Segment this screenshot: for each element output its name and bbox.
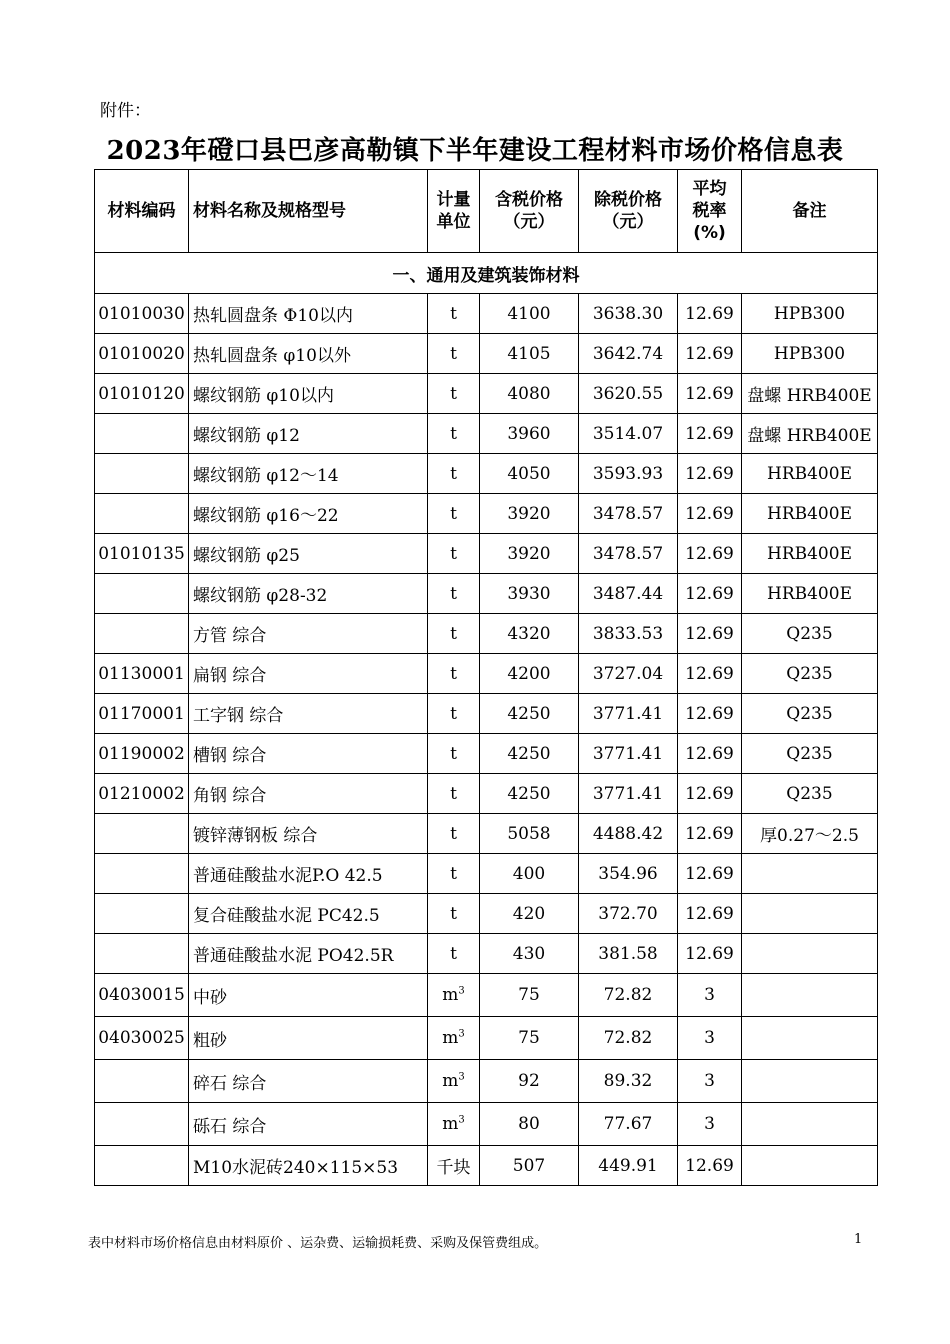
cell-rate: 12.69: [678, 854, 742, 894]
cell-tax-price: 3920: [480, 534, 579, 574]
cell-tax-price: 400: [480, 854, 579, 894]
header-note: 备注: [742, 170, 878, 253]
unit-text: t: [450, 383, 457, 404]
cell-rate: 12.69: [678, 934, 742, 974]
page-title: 2023年磴口县巴彦高勒镇下半年建设工程材料市场价格信息表: [106, 136, 844, 166]
cell-code: 04030015: [95, 974, 189, 1017]
cell-tax-price: 4200: [480, 654, 579, 694]
attachment-label: 附件：: [100, 101, 151, 121]
cell-unit: [428, 1146, 480, 1186]
table-row: [95, 694, 878, 734]
cell-name: 粗砂: [189, 1017, 428, 1060]
cell-name: 复合硅酸盐水泥 PC42.5: [189, 894, 428, 934]
cell-rate: 3: [678, 1017, 742, 1060]
cell-notax-price: 72.82: [579, 1017, 678, 1060]
cell-note: [742, 894, 878, 934]
cell-notax-price: 77.67: [579, 1103, 678, 1146]
table-row: [95, 894, 878, 934]
cell-notax-price: 3833.53: [579, 614, 678, 654]
cell-note: [742, 1017, 878, 1060]
cell-unit: [428, 654, 480, 694]
header-rate-line1: 平均: [692, 179, 727, 199]
cell-note: Q235: [742, 654, 878, 694]
cell-rate: 3: [678, 974, 742, 1017]
footer-note: 表中材料市场价格信息由材料原价 、运杂费、运输损耗费、采购及保管费组成。: [88, 1236, 548, 1251]
header-notax-price-line2: （元）: [602, 212, 654, 232]
cell-rate: 12.69: [678, 574, 742, 614]
cell-tax-price: 4250: [480, 694, 579, 734]
cell-name: 螺纹钢筋 φ12: [189, 414, 428, 454]
cell-note: Q235: [742, 734, 878, 774]
unit-text: t: [450, 743, 457, 764]
unit-text: t: [450, 903, 457, 924]
cell-name: 螺纹钢筋 φ16～22: [189, 494, 428, 534]
table-row: [95, 414, 878, 454]
unit-text: m: [442, 1028, 459, 1048]
cell-rate: 3: [678, 1103, 742, 1146]
cell-tax-price: 3960: [480, 414, 579, 454]
cell-code: 01010030: [95, 294, 189, 334]
cell-unit: [428, 414, 480, 454]
price-table: [94, 169, 878, 1186]
unit-text: t: [450, 943, 457, 964]
cell-name: 普通硅酸盐水泥P.O 42.5: [189, 854, 428, 894]
header-rate-line2: 税率: [692, 201, 727, 221]
unit-text: t: [450, 503, 457, 524]
unit-text: t: [450, 543, 457, 564]
cell-unit: [428, 1103, 480, 1146]
cell-notax-price: 3478.57: [579, 534, 678, 574]
cell-name: 螺纹钢筋 φ12～14: [189, 454, 428, 494]
cell-name: 碎石 综合: [189, 1060, 428, 1103]
cell-unit: [428, 1060, 480, 1103]
table-row: [95, 294, 878, 334]
cell-code: 01010120: [95, 374, 189, 414]
cell-tax-price: 430: [480, 934, 579, 974]
cell-notax-price: 3771.41: [579, 734, 678, 774]
cell-name: 方管 综合: [189, 614, 428, 654]
cell-note: HPB300: [742, 294, 878, 334]
cell-rate: 12.69: [678, 414, 742, 454]
cell-name: 热轧圆盘条 φ10以外: [189, 334, 428, 374]
cell-name: 槽钢 综合: [189, 734, 428, 774]
cell-name: 螺纹钢筋 φ25: [189, 534, 428, 574]
header-tax-price-line2: （元）: [503, 212, 555, 232]
cell-name: 扁钢 综合: [189, 654, 428, 694]
cell-unit: [428, 294, 480, 334]
cell-unit: [428, 734, 480, 774]
cell-name: 角钢 综合: [189, 774, 428, 814]
cell-name: 热轧圆盘条 Φ10以内: [189, 294, 428, 334]
unit-text: t: [450, 583, 457, 604]
cell-rate: 12.69: [678, 534, 742, 574]
table-row: [95, 1103, 878, 1146]
cell-name: 工字钢 综合: [189, 694, 428, 734]
cell-tax-price: 4250: [480, 734, 579, 774]
cell-unit: [428, 454, 480, 494]
cell-rate: 12.69: [678, 454, 742, 494]
unit-text: m: [442, 1071, 459, 1091]
cell-note: [742, 1060, 878, 1103]
cell-name: 砾石 综合: [189, 1103, 428, 1146]
cell-tax-price: 507: [480, 1146, 579, 1186]
cell-notax-price: 381.58: [579, 934, 678, 974]
cell-rate: 12.69: [678, 814, 742, 854]
unit-superscript: 3: [458, 985, 465, 997]
table-row: [95, 614, 878, 654]
header-name: 材料名称及规格型号: [189, 170, 428, 253]
cell-rate: 12.69: [678, 894, 742, 934]
unit-text: 千块: [436, 1158, 471, 1178]
cell-name: 中砂: [189, 974, 428, 1017]
cell-note: HRB400E: [742, 454, 878, 494]
cell-rate: 12.69: [678, 334, 742, 374]
cell-rate: 12.69: [678, 654, 742, 694]
cell-code: [95, 414, 189, 454]
cell-tax-price: 4320: [480, 614, 579, 654]
table-row: [95, 934, 878, 974]
cell-code: [95, 614, 189, 654]
cell-name: 镀锌薄钢板 综合: [189, 814, 428, 854]
cell-rate: 12.69: [678, 1146, 742, 1186]
cell-unit: [428, 334, 480, 374]
cell-tax-price: 4080: [480, 374, 579, 414]
cell-unit: [428, 534, 480, 574]
cell-notax-price: 449.91: [579, 1146, 678, 1186]
cell-code: [95, 494, 189, 534]
cell-note: [742, 1103, 878, 1146]
table-row: [95, 494, 878, 534]
header-notax-price-line1: 除税价格: [594, 190, 662, 210]
header-unit-line1: 计量: [436, 190, 471, 210]
cell-note: Q235: [742, 694, 878, 734]
cell-unit: [428, 1017, 480, 1060]
cell-code: [95, 1103, 189, 1146]
page-number: 1: [854, 1232, 863, 1247]
table-row: [95, 534, 878, 574]
cell-code: [95, 1146, 189, 1186]
cell-unit: [428, 694, 480, 734]
cell-tax-price: 420: [480, 894, 579, 934]
cell-note: HPB300: [742, 334, 878, 374]
cell-notax-price: 3727.04: [579, 654, 678, 694]
cell-code: [95, 574, 189, 614]
cell-tax-price: 3920: [480, 494, 579, 534]
cell-note: [742, 934, 878, 974]
table-row: [95, 814, 878, 854]
header-tax-price: [480, 170, 579, 253]
unit-text: t: [450, 303, 457, 324]
header-notax-price: [579, 170, 678, 253]
unit-superscript: 3: [458, 1114, 465, 1126]
cell-tax-price: 4100: [480, 294, 579, 334]
cell-note: [742, 974, 878, 1017]
cell-unit: [428, 894, 480, 934]
table-row: [95, 1146, 878, 1186]
cell-tax-price: 92: [480, 1060, 579, 1103]
table-row: [95, 654, 878, 694]
cell-unit: [428, 374, 480, 414]
cell-unit: [428, 814, 480, 854]
cell-code: 01010020: [95, 334, 189, 374]
unit-text: t: [450, 343, 457, 364]
cell-tax-price: 4105: [480, 334, 579, 374]
cell-rate: 12.69: [678, 614, 742, 654]
cell-rate: 12.69: [678, 494, 742, 534]
cell-code: 01130001: [95, 654, 189, 694]
cell-code: 01170001: [95, 694, 189, 734]
header-rate: [678, 170, 742, 253]
cell-notax-price: 3620.55: [579, 374, 678, 414]
cell-note: [742, 1146, 878, 1186]
cell-code: [95, 814, 189, 854]
cell-tax-price: 75: [480, 974, 579, 1017]
unit-text: t: [450, 463, 457, 484]
cell-unit: [428, 974, 480, 1017]
cell-notax-price: 3771.41: [579, 694, 678, 734]
cell-unit: [428, 574, 480, 614]
table-row: [95, 974, 878, 1017]
cell-note: 盘螺 HRB400E: [742, 414, 878, 454]
unit-text: t: [450, 663, 457, 684]
cell-unit: [428, 934, 480, 974]
cell-tax-price: 4050: [480, 454, 579, 494]
cell-notax-price: 3514.07: [579, 414, 678, 454]
cell-code: [95, 454, 189, 494]
unit-text: t: [450, 623, 457, 644]
table-row: [95, 574, 878, 614]
cell-rate: 3: [678, 1060, 742, 1103]
section-row: [95, 253, 878, 294]
cell-code: 01010135: [95, 534, 189, 574]
cell-notax-price: 354.96: [579, 854, 678, 894]
cell-tax-price: 3930: [480, 574, 579, 614]
cell-code: [95, 894, 189, 934]
cell-name: 普通硅酸盐水泥 PO42.5R: [189, 934, 428, 974]
unit-text: t: [450, 703, 457, 724]
table-row: [95, 1060, 878, 1103]
cell-unit: [428, 614, 480, 654]
section-title: 一、通用及建筑装饰材料: [95, 253, 878, 294]
cell-name: 螺纹钢筋 φ10以内: [189, 374, 428, 414]
cell-rate: 12.69: [678, 694, 742, 734]
table-header-row: [95, 170, 878, 253]
table-row: [95, 454, 878, 494]
cell-notax-price: 3642.74: [579, 334, 678, 374]
table-row: [95, 374, 878, 414]
cell-tax-price: 75: [480, 1017, 579, 1060]
cell-code: 04030025: [95, 1017, 189, 1060]
cell-notax-price: 3638.30: [579, 294, 678, 334]
cell-note: HRB400E: [742, 494, 878, 534]
cell-code: [95, 934, 189, 974]
cell-rate: 12.69: [678, 374, 742, 414]
table-row: [95, 854, 878, 894]
cell-notax-price: 372.70: [579, 894, 678, 934]
unit-text: t: [450, 863, 457, 884]
header-unit: [428, 170, 480, 253]
header-code: 材料编码: [95, 170, 189, 253]
cell-tax-price: 4250: [480, 774, 579, 814]
cell-code: 01190002: [95, 734, 189, 774]
cell-note: Q235: [742, 614, 878, 654]
cell-unit: [428, 854, 480, 894]
cell-note: HRB400E: [742, 574, 878, 614]
cell-rate: 12.69: [678, 774, 742, 814]
cell-unit: [428, 774, 480, 814]
cell-note: 盘螺 HRB400E: [742, 374, 878, 414]
cell-name: M10水泥砖240×115×53: [189, 1146, 428, 1186]
cell-note: 厚0.27～2.5: [742, 814, 878, 854]
unit-superscript: 3: [458, 1028, 465, 1040]
unit-text: t: [450, 783, 457, 804]
table-row: [95, 334, 878, 374]
header-rate-line3: (%): [693, 223, 726, 243]
cell-name: 螺纹钢筋 φ28-32: [189, 574, 428, 614]
cell-notax-price: 3478.57: [579, 494, 678, 534]
header-unit-line2: 单位: [436, 212, 471, 232]
cell-notax-price: 72.82: [579, 974, 678, 1017]
unit-text: m: [442, 985, 459, 1005]
unit-text: t: [450, 823, 457, 844]
cell-note: [742, 854, 878, 894]
cell-tax-price: 5058: [480, 814, 579, 854]
cell-rate: 12.69: [678, 294, 742, 334]
cell-notax-price: 3771.41: [579, 774, 678, 814]
cell-notax-price: 3593.93: [579, 454, 678, 494]
cell-notax-price: 89.32: [579, 1060, 678, 1103]
table-row: [95, 1017, 878, 1060]
cell-tax-price: 80: [480, 1103, 579, 1146]
table-row: [95, 734, 878, 774]
header-tax-price-line1: 含税价格: [495, 190, 563, 210]
cell-notax-price: 3487.44: [579, 574, 678, 614]
unit-superscript: 3: [458, 1071, 465, 1083]
table-row: [95, 774, 878, 814]
cell-notax-price: 4488.42: [579, 814, 678, 854]
unit-text: m: [442, 1114, 459, 1134]
cell-note: HRB400E: [742, 534, 878, 574]
cell-rate: 12.69: [678, 734, 742, 774]
cell-unit: [428, 494, 480, 534]
cell-code: [95, 1060, 189, 1103]
cell-note: Q235: [742, 774, 878, 814]
unit-text: t: [450, 423, 457, 444]
cell-code: [95, 854, 189, 894]
cell-code: 01210002: [95, 774, 189, 814]
